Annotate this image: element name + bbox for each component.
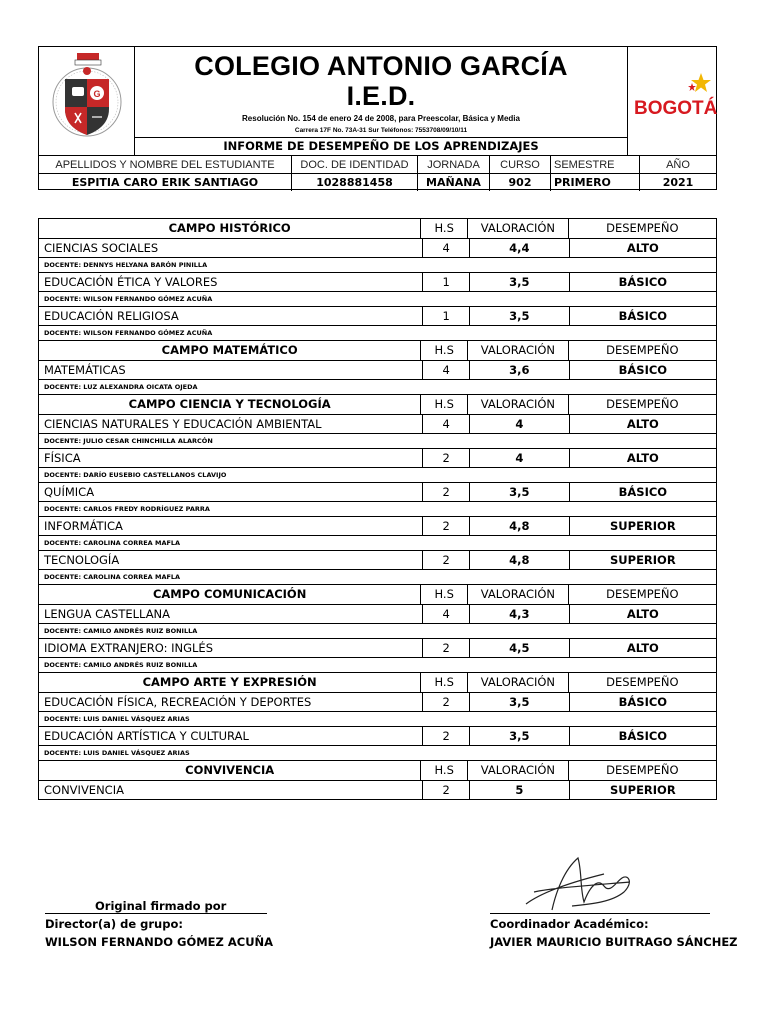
subject-hours: 4 bbox=[422, 605, 468, 623]
subject-row bbox=[39, 604, 716, 623]
subject-name: QUÍMICA bbox=[44, 485, 95, 499]
desempeno-header: DESEMPEÑO bbox=[568, 761, 716, 780]
subject-performance: BÁSICO bbox=[569, 483, 716, 501]
resolution-text: Resolución No. 154 de enero 24 de 2008, para Preescolar, Básica y Media bbox=[242, 114, 520, 123]
subject-row bbox=[39, 306, 716, 325]
subject-performance: ALTO bbox=[569, 605, 716, 623]
subject-row bbox=[39, 238, 716, 257]
subject-performance: ALTO bbox=[569, 239, 716, 257]
subject-grade: 4,8 bbox=[469, 517, 569, 535]
subject-name: LENGUA CASTELLANA bbox=[44, 607, 171, 621]
campo-name: CAMPO HISTÓRICO bbox=[168, 221, 291, 235]
subject-performance: SUPERIOR bbox=[569, 781, 716, 799]
subject-name: EDUCACIÓN RELIGIOSA bbox=[44, 309, 179, 323]
right-signature-line bbox=[490, 913, 710, 914]
campo-header-row bbox=[39, 760, 716, 780]
student-info-values bbox=[39, 174, 716, 192]
valoracion-header: VALORACIÓN bbox=[467, 761, 568, 780]
subject-name: EDUCACIÓN ARTÍSTICA Y CULTURAL bbox=[44, 729, 249, 743]
subject-performance: SUPERIOR bbox=[569, 517, 716, 535]
report-title: INFORME DE DESEMPEÑO DE LOS APRENDIZAJES bbox=[135, 137, 627, 155]
subject-grade: 3,6 bbox=[469, 361, 569, 379]
subject-hours: 1 bbox=[422, 273, 468, 291]
student-info-labels bbox=[39, 156, 716, 174]
left-signature-line1: Original firmado por bbox=[95, 899, 227, 913]
student-id: 1028881458 bbox=[292, 174, 418, 192]
teacher-row: DOCENTE: CARLOS FREDY RODRÍGUEZ PARRA bbox=[39, 501, 716, 516]
subject-name: IDIOMA EXTRANJERO: INGLÉS bbox=[44, 641, 214, 655]
campo-name: CAMPO CIENCIA Y TECNOLOGÍA bbox=[128, 397, 331, 411]
subject-row bbox=[39, 692, 716, 711]
address-text: Carrera 17F No. 73A-31 Sur Teléfonos: 7553708/09/10/11 bbox=[294, 127, 468, 134]
valoracion-header: VALORACIÓN bbox=[467, 395, 568, 414]
subject-hours: 2 bbox=[422, 483, 468, 501]
teacher-row: DOCENTE: JULIO CESAR CHINCHILLA ALARCÓN bbox=[39, 433, 716, 448]
valoracion-header: VALORACIÓN bbox=[467, 219, 568, 238]
teacher-row: DOCENTE: WILSON FERNANDO GÓMEZ ACUÑA bbox=[39, 325, 716, 340]
left-signature-name: WILSON FERNANDO GÓMEZ ACUÑA bbox=[45, 935, 274, 949]
student-year: 2021 bbox=[640, 174, 717, 192]
right-signature-name: JAVIER MAURICIO BUITRAGO SÁNCHEZ bbox=[490, 935, 738, 949]
subject-hours: 1 bbox=[422, 307, 468, 325]
student-name: ESPITIA CARO ERIK SANTIAGO bbox=[39, 174, 292, 192]
subject-name: INFORMÁTICA bbox=[44, 519, 123, 533]
subject-hours: 2 bbox=[422, 551, 468, 569]
subject-grade: 3,5 bbox=[469, 273, 569, 291]
teacher-row: DOCENTE: DENNYS HELYANA BARÓN PINILLA bbox=[39, 257, 716, 272]
school-title bbox=[135, 51, 627, 111]
teacher-row: DOCENTE: WILSON FERNANDO GÓMEZ ACUÑA bbox=[39, 291, 716, 306]
bogota-logo-cell bbox=[627, 47, 717, 155]
campo-header-row bbox=[39, 672, 716, 692]
grades-table bbox=[38, 218, 717, 800]
campo-header-row bbox=[39, 584, 716, 604]
subject-grade: 4 bbox=[469, 449, 569, 467]
campo-name: CAMPO MATEMÁTICO bbox=[161, 343, 298, 357]
subject-hours: 2 bbox=[422, 781, 468, 799]
subject-grade: 3,5 bbox=[469, 693, 569, 711]
subject-row bbox=[39, 482, 716, 501]
campo-header-row bbox=[39, 394, 716, 414]
teacher-row: DOCENTE: LUZ ALEXANDRA OICATA OJEDA bbox=[39, 379, 716, 394]
subject-grade: 4,4 bbox=[469, 239, 569, 257]
subject-grade: 4,5 bbox=[469, 639, 569, 657]
teacher-row: DOCENTE: DARÍO EUSEBIO CASTELLANOS CLAVIJO bbox=[39, 467, 716, 482]
student-info-table bbox=[39, 155, 716, 191]
teacher-row: DOCENTE: LUIS DANIEL VÁSQUEZ ARIAS bbox=[39, 745, 716, 760]
year-label: AÑO bbox=[640, 156, 717, 174]
campo-name: CAMPO ARTE Y EXPRESIÓN bbox=[142, 675, 317, 689]
subject-grade: 5 bbox=[469, 781, 569, 799]
campo-name: CAMPO COMUNICACIÓN bbox=[152, 587, 307, 601]
subject-performance: SUPERIOR bbox=[569, 551, 716, 569]
student-semester: PRIMERO bbox=[551, 174, 640, 192]
subject-name: MATEMÁTICAS bbox=[44, 363, 126, 377]
semester-label: SEMESTRE bbox=[551, 156, 640, 174]
subject-hours: 2 bbox=[422, 449, 468, 467]
valoracion-header: VALORACIÓN bbox=[467, 585, 568, 604]
subject-name: EDUCACIÓN FÍSICA, RECREACIÓN Y DEPORTES bbox=[44, 695, 312, 709]
right-signature-role: Coordinador Académico: bbox=[490, 917, 649, 931]
desempeno-header: DESEMPEÑO bbox=[568, 341, 716, 360]
svg-text:G: G bbox=[93, 89, 101, 99]
subject-hours: 4 bbox=[422, 415, 468, 433]
subject-row bbox=[39, 780, 716, 799]
bogota-logo-text: BOGOTÁ bbox=[634, 98, 718, 119]
subject-hours: 2 bbox=[422, 639, 468, 657]
campo-header-row bbox=[39, 340, 716, 360]
subject-name: TECNOLOGÍA bbox=[44, 553, 120, 567]
subject-name: CONVIVENCIA bbox=[44, 783, 124, 797]
subject-grade: 4,3 bbox=[469, 605, 569, 623]
subject-grade: 4,8 bbox=[469, 551, 569, 569]
subject-hours: 2 bbox=[422, 517, 468, 535]
bogota-logo-icon bbox=[628, 47, 718, 155]
subject-row bbox=[39, 638, 716, 657]
handwritten-signature-icon bbox=[512, 852, 642, 918]
report-header bbox=[38, 46, 717, 190]
valoracion-header: VALORACIÓN bbox=[467, 673, 568, 692]
subject-row bbox=[39, 550, 716, 569]
subject-performance: ALTO bbox=[569, 415, 716, 433]
subject-grade: 3,5 bbox=[469, 307, 569, 325]
subject-name: CIENCIAS SOCIALES bbox=[44, 241, 159, 255]
subject-grade: 4 bbox=[469, 415, 569, 433]
subject-row bbox=[39, 360, 716, 379]
subject-row bbox=[39, 448, 716, 467]
subject-performance: BÁSICO bbox=[569, 307, 716, 325]
school-type: I.E.D. bbox=[346, 81, 416, 111]
hs-header: H.S bbox=[420, 219, 467, 238]
student-shift: MAÑANA bbox=[418, 174, 490, 192]
subject-row bbox=[39, 414, 716, 433]
campo-name: CONVIVENCIA bbox=[185, 763, 275, 777]
student-course: 902 bbox=[490, 174, 551, 192]
subject-row bbox=[39, 272, 716, 291]
hs-header: H.S bbox=[420, 341, 467, 360]
campo-header-row bbox=[39, 219, 716, 238]
course-label: CURSO bbox=[490, 156, 551, 174]
id-label: DOC. DE IDENTIDAD bbox=[292, 156, 418, 174]
subject-hours: 4 bbox=[422, 361, 468, 379]
subject-name: FÍSICA bbox=[44, 451, 81, 465]
subject-grade: 3,5 bbox=[469, 727, 569, 745]
desempeno-header: DESEMPEÑO bbox=[568, 585, 716, 604]
subject-performance: BÁSICO bbox=[569, 273, 716, 291]
subject-row bbox=[39, 516, 716, 535]
subject-hours: 4 bbox=[422, 239, 468, 257]
teacher-row: DOCENTE: CAROLINA CORREA MAFLA bbox=[39, 569, 716, 584]
subject-performance: BÁSICO bbox=[569, 727, 716, 745]
subject-performance: ALTO bbox=[569, 449, 716, 467]
hs-header: H.S bbox=[420, 585, 467, 604]
desempeno-header: DESEMPEÑO bbox=[568, 673, 716, 692]
subject-hours: 2 bbox=[422, 693, 468, 711]
subject-performance: ALTO bbox=[569, 639, 716, 657]
teacher-row: DOCENTE: CAMILO ANDRÉS RUIZ BONILLA bbox=[39, 623, 716, 638]
teacher-row: DOCENTE: CAMILO ANDRÉS RUIZ BONILLA bbox=[39, 657, 716, 672]
valoracion-header: VALORACIÓN bbox=[467, 341, 568, 360]
left-signature-role: Director(a) de grupo: bbox=[45, 917, 183, 931]
desempeno-header: DESEMPEÑO bbox=[568, 219, 716, 238]
school-crest-cell bbox=[39, 47, 135, 155]
subject-performance: BÁSICO bbox=[569, 361, 716, 379]
hs-header: H.S bbox=[420, 395, 467, 414]
subject-row bbox=[39, 726, 716, 745]
subject-grade: 3,5 bbox=[469, 483, 569, 501]
teacher-row: DOCENTE: LUIS DANIEL VÁSQUEZ ARIAS bbox=[39, 711, 716, 726]
subject-name: CIENCIAS NATURALES Y EDUCACIÓN AMBIENTAL bbox=[44, 417, 322, 431]
hs-header: H.S bbox=[420, 673, 467, 692]
subject-performance: BÁSICO bbox=[569, 693, 716, 711]
desempeno-header: DESEMPEÑO bbox=[568, 395, 716, 414]
hs-header: H.S bbox=[420, 761, 467, 780]
subject-hours: 2 bbox=[422, 727, 468, 745]
subject-name: EDUCACIÓN ÉTICA Y VALORES bbox=[44, 275, 218, 289]
school-crest-icon bbox=[39, 47, 135, 155]
left-signature-line bbox=[45, 913, 267, 914]
school-name: COLEGIO ANTONIO GARCÍA bbox=[194, 51, 568, 81]
shift-label: JORNADA bbox=[418, 156, 490, 174]
name-label: APELLIDOS Y NOMBRE DEL ESTUDIANTE bbox=[39, 156, 292, 174]
teacher-row: DOCENTE: CAROLINA CORREA MAFLA bbox=[39, 535, 716, 550]
